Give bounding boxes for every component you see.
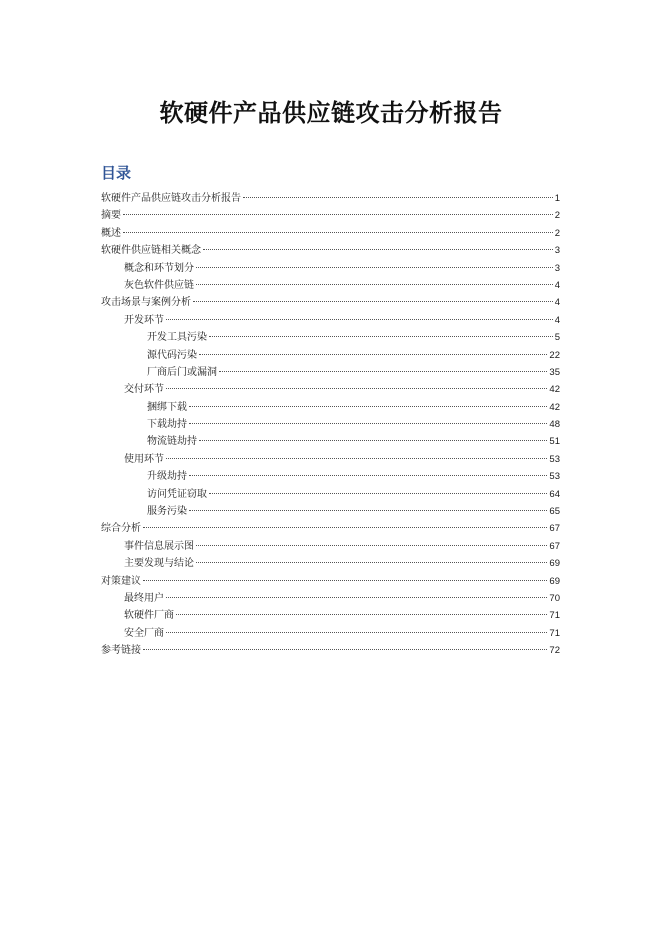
toc-entry[interactable] (101, 347, 560, 364)
toc-entry[interactable] (101, 538, 560, 555)
toc-entry-page-number: 71 (549, 610, 560, 622)
toc-entry-page-number: 4 (554, 314, 560, 326)
toc-entry-page-number: 64 (549, 488, 560, 500)
toc-dot-leader (166, 458, 547, 459)
toc-entry-label: 软硬件产品供应链攻击分析报告 (101, 193, 241, 204)
toc-dot-leader (189, 475, 547, 476)
toc-entry-label: 对策建议 (101, 575, 141, 587)
toc-entry-page-number: 2 (554, 227, 560, 239)
toc-entry-page-number: 67 (549, 540, 560, 552)
toc-entry-page-number: 35 (549, 366, 560, 378)
toc-entry[interactable] (101, 416, 560, 433)
toc-entry[interactable] (101, 364, 560, 381)
toc-entry-label: 下载劫持 (147, 419, 187, 431)
toc-dot-leader (199, 440, 547, 441)
toc-entry-label: 捆绑下载 (147, 401, 187, 413)
toc-entry[interactable] (101, 225, 560, 242)
toc-entry-page-number: 3 (554, 262, 560, 274)
toc-dot-leader (209, 493, 547, 494)
toc-entry-label: 交付环节 (124, 384, 164, 396)
toc-entry[interactable] (101, 381, 560, 398)
toc-dot-leader (123, 232, 553, 233)
toc-entry[interactable] (101, 433, 560, 450)
toc-entry-page-number: 4 (554, 279, 560, 291)
toc-entry-label: 事件信息展示图 (124, 540, 194, 552)
toc-dot-leader (189, 510, 547, 511)
toc-entry-page-number: 4 (554, 297, 560, 309)
toc-dot-leader (196, 545, 547, 546)
document-title: 软硬件产品供应链攻击分析报告 (159, 98, 503, 127)
toc-entry-label: 主要发现与结论 (124, 558, 194, 570)
toc-entry-label: 使用环节 (124, 453, 164, 465)
toc-entry-label: 最终用户 (124, 592, 164, 604)
toc-dot-leader (209, 336, 553, 337)
toc-entry-page-number: 71 (549, 627, 560, 639)
toc-entry-label: 参考链接 (101, 645, 141, 657)
toc-entry-page-number: 1 (554, 193, 560, 204)
toc-entry-page-number: 69 (549, 575, 560, 587)
toc-entry-page-number: 70 (549, 592, 560, 604)
toc-entry-label: 源代码污染 (147, 349, 197, 361)
toc-entry-label: 软硬件厂商 (124, 610, 174, 622)
toc-dot-leader (196, 284, 553, 285)
toc-entry[interactable] (101, 190, 560, 207)
toc-entry-label: 厂商后门或漏洞 (147, 366, 217, 378)
toc-entry[interactable] (101, 312, 560, 329)
toc-dot-leader (143, 649, 547, 650)
toc-entry-page-number: 69 (549, 558, 560, 570)
toc-entry[interactable] (101, 520, 560, 537)
toc-entry[interactable] (101, 573, 560, 590)
toc-dot-leader (176, 614, 547, 615)
toc-dot-leader (196, 562, 547, 563)
toc-entry-label: 摘要 (101, 210, 121, 222)
toc-entry[interactable] (101, 329, 560, 346)
toc-dot-leader (193, 301, 553, 302)
toc-entry-label: 综合分析 (101, 523, 141, 535)
toc-entry-label: 概念和环节划分 (124, 262, 194, 274)
toc-entry[interactable] (101, 242, 560, 259)
toc-entry[interactable] (101, 503, 560, 520)
toc-dot-leader (189, 406, 547, 407)
toc-entry-page-number: 42 (549, 384, 560, 396)
toc-dot-leader (243, 197, 553, 198)
toc-dot-leader (166, 319, 553, 320)
toc-entry-label: 物流链劫持 (147, 436, 197, 448)
toc-entry[interactable] (101, 625, 560, 642)
toc-entry[interactable] (101, 590, 560, 607)
toc-dot-leader (196, 267, 553, 268)
toc-dot-leader (166, 388, 547, 389)
toc-entry-page-number: 72 (549, 645, 560, 657)
toc-entry-page-number: 22 (549, 349, 560, 361)
toc-dot-leader (203, 249, 553, 250)
toc-entry-label: 攻击场景与案例分析 (101, 297, 191, 309)
toc-entry-label: 安全厂商 (124, 627, 164, 639)
toc-entry-page-number: 53 (549, 453, 560, 465)
toc-entry[interactable] (101, 260, 560, 277)
toc-entry[interactable] (101, 468, 560, 485)
toc-entry-page-number: 67 (549, 523, 560, 535)
toc-dot-leader (143, 527, 547, 528)
toc-heading: 目录 (101, 164, 132, 182)
toc-dot-leader (143, 580, 547, 581)
toc-entry-label: 灰色软件供应链 (124, 279, 194, 291)
toc-entry-page-number: 5 (554, 332, 560, 344)
toc-dot-leader (166, 597, 547, 598)
toc-entry[interactable] (101, 294, 560, 311)
toc-entry-page-number: 65 (549, 506, 560, 518)
toc-dot-leader (166, 632, 547, 633)
toc-entry[interactable] (101, 555, 560, 572)
toc-entry[interactable] (101, 207, 560, 224)
toc-dot-leader (123, 214, 553, 215)
toc-entry-label: 开发环节 (124, 314, 164, 326)
toc-entry-page-number: 48 (549, 419, 560, 431)
toc-entry[interactable] (101, 277, 560, 294)
toc-dot-leader (189, 423, 547, 424)
toc-entry-label: 升级劫持 (147, 471, 187, 483)
toc-entry-label: 服务污染 (147, 506, 187, 518)
toc-entry[interactable] (101, 399, 560, 416)
toc-entry-page-number: 42 (549, 401, 560, 413)
toc-entry-page-number: 3 (554, 245, 560, 257)
toc-entry[interactable] (101, 642, 560, 659)
toc-entry-page-number: 2 (554, 210, 560, 222)
toc-dot-leader (219, 371, 547, 372)
toc-entry[interactable] (101, 451, 560, 468)
toc-entry[interactable] (101, 607, 560, 624)
toc-entry[interactable] (101, 486, 560, 503)
toc-entry-label: 访问凭证窃取 (147, 488, 207, 500)
table-of-contents (101, 190, 560, 660)
toc-entry-label: 软硬件供应链相关概念 (101, 245, 201, 257)
toc-entry-page-number: 53 (549, 471, 560, 483)
toc-dot-leader (199, 354, 547, 355)
toc-entry-label: 概述 (101, 227, 121, 239)
toc-entry-label: 开发工具污染 (147, 332, 207, 344)
toc-entry-page-number: 51 (549, 436, 560, 448)
